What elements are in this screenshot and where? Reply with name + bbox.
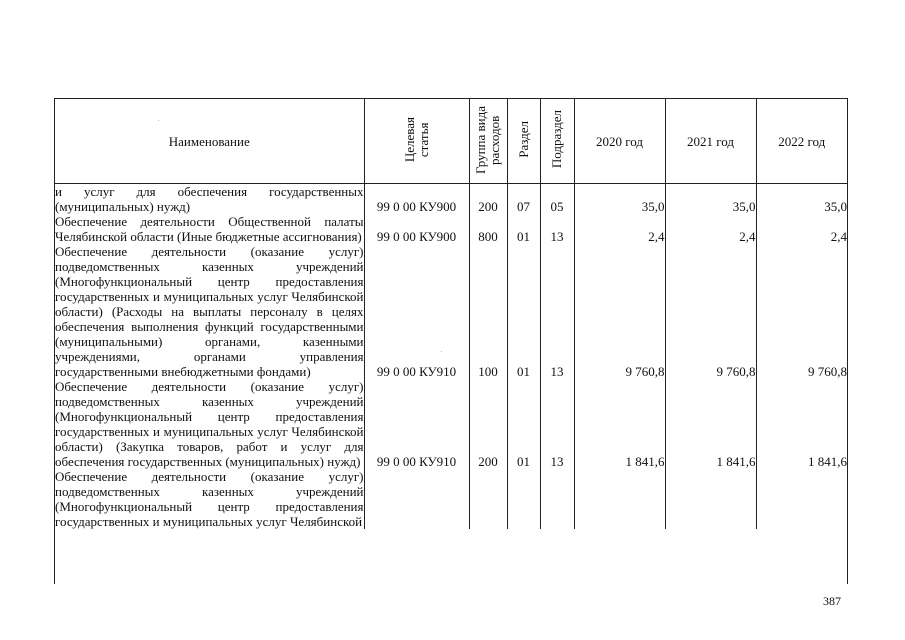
row-2021 <box>665 469 756 529</box>
row-2021: 2,4 <box>665 214 756 244</box>
row-name: Обеспечение деятельности Общественной палаты Челябинской области (Иные бюджетные ассигнования) <box>55 214 364 244</box>
row-target <box>364 469 469 529</box>
row-2022: 9 760,8 <box>756 244 847 379</box>
row-subsection: 05 <box>540 184 574 215</box>
row-subsection <box>540 469 574 529</box>
row-2020: 9 760,8 <box>574 244 665 379</box>
row-section: 01 <box>507 379 540 469</box>
row-subsection: 13 <box>540 244 574 379</box>
table-row <box>55 244 847 379</box>
row-target: 99 0 00 КУ910 <box>364 244 469 379</box>
col-header-2020: 2020 год <box>574 99 665 184</box>
row-2020: 2,4 <box>574 214 665 244</box>
table-row <box>55 379 847 469</box>
row-section: 01 <box>507 214 540 244</box>
table-header-row <box>55 99 847 184</box>
row-group: 800 <box>469 214 507 244</box>
budget-table-frame <box>54 98 848 584</box>
row-name: Обеспечение деятельности (оказание услуг) подведомственных казенных учреждений (Многофункциональный центр предоставления государственных и муниципальных услуг Челябинской области) (Закупка товаров, работ и услуг для обеспечения государственных (муниципальных) нужд) <box>55 379 364 469</box>
row-name: Обеспечение деятельности (оказание услуг) подведомственных казенных учреждений (Многофункциональный центр предоставления государственных и муниципальных услуг Челябинской области) (Расходы на выплаты персоналу в целях обеспечения выполнения функций государственными (муниципальными) органами, казенными учреждениями, органами управления государственными внебюджетными фондами) <box>55 244 364 379</box>
row-2020 <box>574 469 665 529</box>
row-group <box>469 469 507 529</box>
table-row <box>55 469 847 529</box>
row-subsection: 13 <box>540 379 574 469</box>
col-header-2022: 2022 год <box>756 99 847 184</box>
row-2022: 1 841,6 <box>756 379 847 469</box>
row-2022 <box>756 469 847 529</box>
row-group: 200 <box>469 379 507 469</box>
table-row <box>55 214 847 244</box>
row-subsection: 13 <box>540 214 574 244</box>
row-2021: 1 841,6 <box>665 379 756 469</box>
row-name: Обеспечение деятельности (оказание услуг) подведомственных казенных учреждений (Многофункциональный центр предоставления государственных и муниципальных услуг Челябинской <box>55 469 364 529</box>
col-header-group: Группа вида расходов <box>469 99 507 184</box>
col-header-target: Целевая статья <box>364 99 469 184</box>
page-number: 387 <box>823 594 841 608</box>
row-2021: 35,0 <box>665 184 756 215</box>
row-group: 100 <box>469 244 507 379</box>
col-header-name: Наименование <box>55 99 364 184</box>
row-2021: 9 760,8 <box>665 244 756 379</box>
row-target: 99 0 00 КУ910 <box>364 379 469 469</box>
row-name: и услуг для обеспечения государственных (муниципальных) нужд) <box>55 184 364 214</box>
row-2022: 35,0 <box>756 184 847 215</box>
row-section: 01 <box>507 244 540 379</box>
row-target: 99 0 00 КУ900 <box>364 184 469 215</box>
col-header-section: Раздел <box>507 99 540 184</box>
budget-table <box>55 99 847 529</box>
row-2020: 1 841,6 <box>574 379 665 469</box>
col-header-2021: 2021 год <box>665 99 756 184</box>
table-row <box>55 184 847 215</box>
row-2022: 2,4 <box>756 214 847 244</box>
row-target: 99 0 00 КУ900 <box>364 214 469 244</box>
col-header-subsection: Подраздел <box>540 99 574 184</box>
row-2020: 35,0 <box>574 184 665 215</box>
row-section: 07 <box>507 184 540 215</box>
row-section <box>507 469 540 529</box>
row-group: 200 <box>469 184 507 215</box>
